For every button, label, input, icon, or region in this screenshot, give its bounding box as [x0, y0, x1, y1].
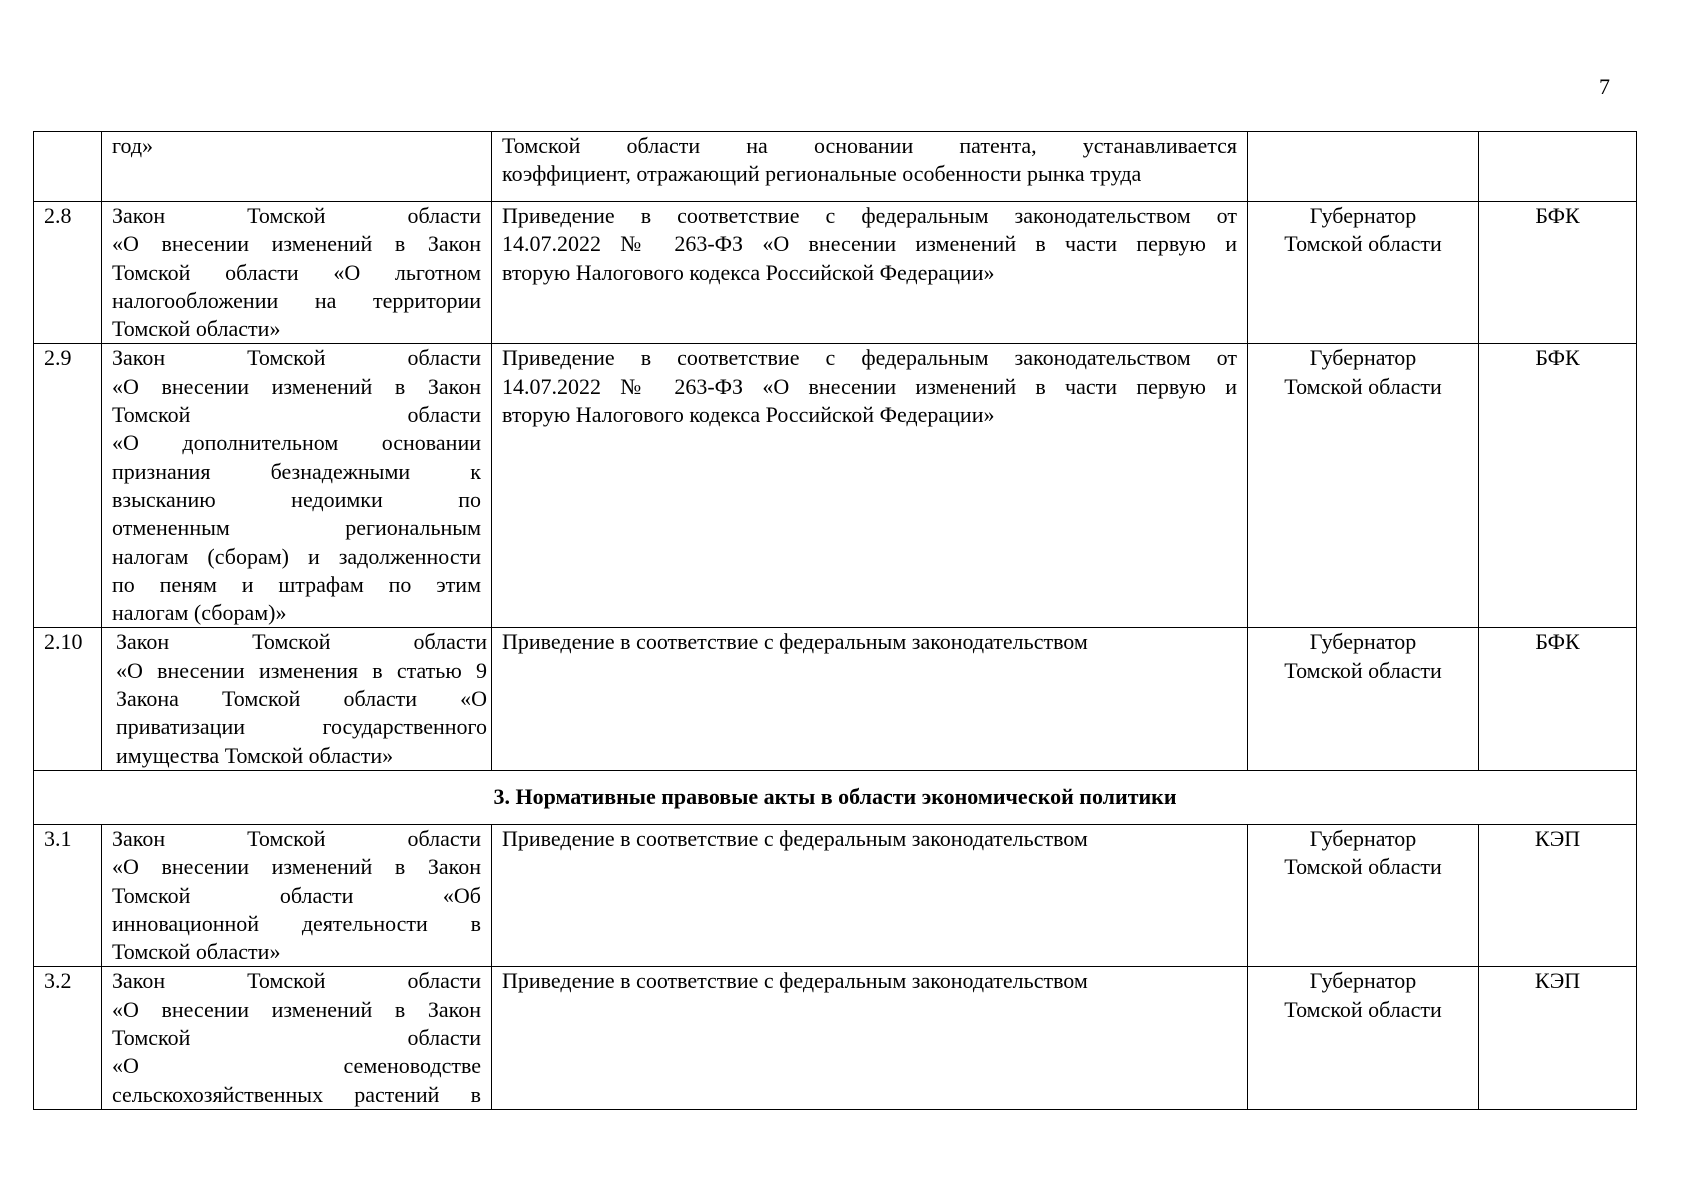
- act-basis: Приведение в соответствие с федеральным законодательством от 14.07.2022 № 263-ФЗ «О внесении изменений в части первую и вторую Налогового кодекса Российской Федерации»: [492, 344, 1248, 628]
- table-row: [34, 824, 1637, 966]
- act-basis: Томской области на основании патента, устанавливается коэффициент, отражающий региональные особенности рынка труда: [492, 132, 1248, 202]
- responsible: Губернатор Томской области: [1248, 824, 1479, 966]
- executor: БФК: [1479, 202, 1637, 344]
- table-row: [34, 344, 1637, 628]
- act-basis: Приведение в соответствие с федеральным законодательством от 14.07.2022 № 263-ФЗ «О внесении изменений в части первую и вторую Налогового кодекса Российской Федерации»: [492, 202, 1248, 344]
- section-header-row: [34, 770, 1637, 824]
- responsible: Губернатор Томской области: [1248, 967, 1479, 1109]
- row-number: [34, 132, 102, 202]
- executor: [1479, 132, 1637, 202]
- executor: КЭП: [1479, 967, 1637, 1109]
- responsible: Губернатор Томской области: [1248, 202, 1479, 344]
- row-number: 3.2: [34, 967, 102, 1109]
- row-number: 2.10: [34, 628, 102, 770]
- act-name: Закон Томской области «О внесении изменений в Закон Томской области «О льготном налогообложении на территории Томской области»: [102, 202, 492, 344]
- responsible: Губернатор Томской области: [1248, 628, 1479, 770]
- executor: БФК: [1479, 628, 1637, 770]
- row-number: 3.1: [34, 824, 102, 966]
- table-row: [34, 202, 1637, 344]
- responsible: Губернатор Томской области: [1248, 344, 1479, 628]
- act-name: Закон Томской области «О внесении изменений в Закон Томской области «О семеноводстве сельскохозяйственных растений в: [102, 967, 492, 1109]
- table-row: [34, 628, 1637, 770]
- executor: БФК: [1479, 344, 1637, 628]
- table-row: [34, 967, 1637, 1109]
- plan-table: [33, 131, 1637, 1110]
- act-basis: Приведение в соответствие с федеральным законодательством: [492, 967, 1248, 1109]
- table-row: [34, 132, 1637, 202]
- act-basis: Приведение в соответствие с федеральным законодательством: [492, 824, 1248, 966]
- responsible: [1248, 132, 1479, 202]
- section-title: 3. Нормативные правовые акты в области экономической политики: [34, 770, 1637, 824]
- executor: КЭП: [1479, 824, 1637, 966]
- act-name: Закон Томской области «О внесении изменения в статью 9 Закона Томской области «О приватизации государственного имущества Томской области»: [102, 628, 492, 770]
- act-name: год»: [102, 132, 492, 202]
- act-basis: Приведение в соответствие с федеральным законодательством: [492, 628, 1248, 770]
- act-name: Закон Томской области «О внесении изменений в Закон Томской области «Об инновационной деятельности в Томской области»: [102, 824, 492, 966]
- row-number: 2.8: [34, 202, 102, 344]
- row-number: 2.9: [34, 344, 102, 628]
- act-name: Закон Томской области «О внесении изменений в Закон Томской области «О дополнительном основании признания безнадежными к взысканию недоимки по отмененным региональным налогам (сборам) и задолженности по пеням и штрафам по этим налогам (сборам)»: [102, 344, 492, 628]
- page-number: 7: [1599, 74, 1610, 99]
